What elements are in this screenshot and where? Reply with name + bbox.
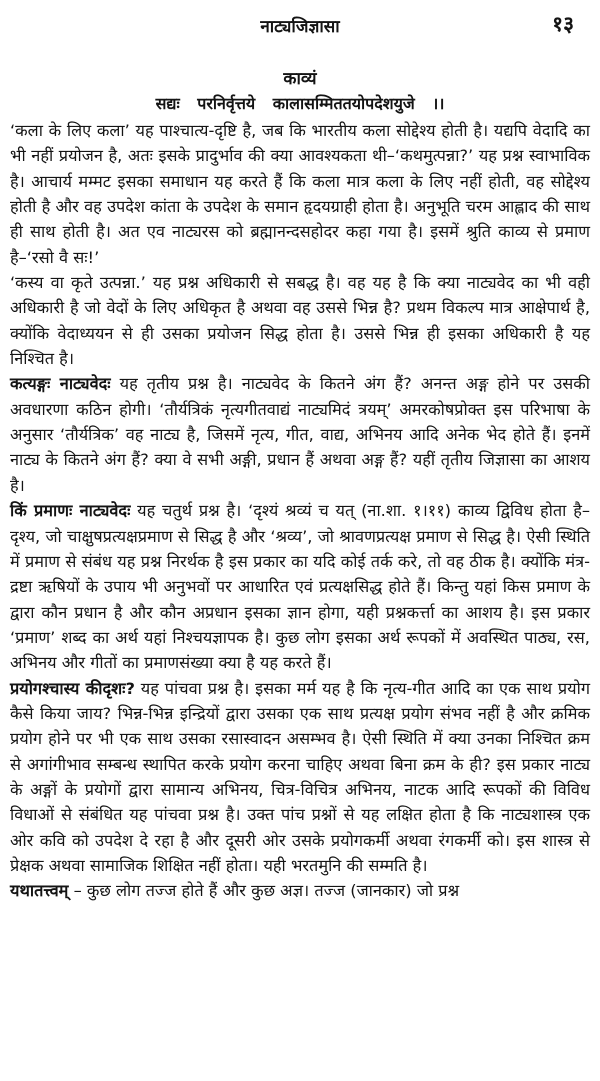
page-header <box>10 10 590 40</box>
sanskrit-verse: सद्यः परनिर्वृत्तये कालासम्मिततयोपदेशयुजे ।। <box>155 94 445 113</box>
paragraph-text: यह तृतीय प्रश्न है। नाट्यवेद के कितने अंग हैं? अनन्त अङ्ग होने पर उसकी अवधारणा कठिन होगी। ‘तौर्यत्रिकं नृत्यगीतवाद्यं नाट्यमिदं त्रयम्’ अमरकोषप्रोक्त इस परिभाषा के अनुसार ‘तौर्यत्रिक’ वह नाट्य है, जिसमें नृत्य, गीत, वाद्य, अभिनय आदि अनेक भेद होते हैं। इनमें नाट्य के कितने अंग हैं? क्या वे सभी अङ्गी, प्रधान हैं अथवा अङ्ग हैं? यहीं तृतीय जिज्ञासा का आशय है। <box>10 374 590 495</box>
paragraph-lead: यथातत्त्वम् <box>10 881 69 901</box>
paragraph <box>10 676 590 879</box>
paragraph-text: – कुछ लोग तज्ज होते हैं और कुछ अज्ञ। तज्ज (जानकार) जो प्रश्न <box>68 881 460 901</box>
paragraph-lead: कत्यङ्गः नाट्यवेदः <box>10 374 111 394</box>
paragraph <box>10 118 590 270</box>
paragraph-text: ‘कला के लिए कला’ यह पाश्चात्य-दृष्टि है, जब कि भारतीय कला सोद्देश्य होती है। यद्यपि वेदादि का भी नहीं प्रयोजन है, अतः इसके प्रादुर्भाव की क्या आवश्यकता थी–‘कथमुत्पन्ना?’ यह प्रश्न स्वाभाविक है। आचार्य मम्मट इसका समाधान यह करते हैं कि कला मात्र कला के लिए नहीं होती, वह सोद्देश्य होती है और वह उपदेश कांता के उपदेश के समान हृदयग्राही होता है। अनुभूति चरम आह्लाद की साथ ही साथ होती है। अत एव नाट्यरस को ब्रह्मानन्दसहोदर कहा गया है। इसमें श्रुति काव्य से प्रमाण है–‘रसो वै सः!’ <box>10 121 590 267</box>
paragraph <box>10 878 590 903</box>
paragraph-lead: किं प्रमाणः नाट्यवेदः <box>10 501 131 521</box>
body-text <box>10 118 590 904</box>
running-title: नाट्यजिज्ञासा <box>260 17 340 37</box>
paragraph-text: यह पांचवा प्रश्न है। इसका मर्म यह है कि नृत्य-गीत आदि का एक साथ प्रयोग कैसे किया जाय? भिन्न-भिन्न इन्द्रियों द्वारा उसका एक साथ प्रत्यक्ष प्रयोग संभव नहीं है और क्रमिक प्रयोग होने पर भी एक साथ उसका रसास्वादन असम्भव है। ऐसी स्थिति में क्या उनका निश्चित क्रम से अगांगीभाव सम्बन्ध स्थापित करके प्रयोग करना चाहिए अथवा बिना क्रम के ही? इस प्रकार नाट्य के अङ्गों के प्रयोगों द्वारा सामान्य अभिनय, चित्र-विचित्र अभिनय, नाटक आदि रूपकों की विविध विधाओं से संबंधित यह पांचवा प्रश्न है। उक्त पांच प्रश्नों से यह लक्षित होता है कि नाट्यशास्त्र एक ओर कवि को उपदेश दे रहा है और दूसरी ओर उसके प्रयोगकर्मी अथवा रंगकर्मी को। इस शास्त्र से प्रेक्षक अथवा सामाजिक शिक्षित नहीं होता। यही भरतमुनि की सम्मति है। <box>10 678 590 875</box>
page-number: १३ <box>552 12 574 36</box>
paragraph-text: यह चतुर्थ प्रश्न है। ‘दृश्यं श्रव्यं च यत् (ना.शा. १।११) काव्य द्विविध होता है– दृश्य, जो चाक्षुषप्रत्यक्षप्रमाण से सिद्ध है और ‘श्रव्य’, जो श्रावणप्रत्यक्ष प्रमाण से सिद्ध है। ऐसी स्थिति में प्रमाण से संबंध यह प्रश्न निरर्थक है इस प्रकार का यदि कोई तर्क करे, तो वह ठीक है। क्योंकि मंत्र-द्रष्टा ऋषियों के उपाय भी अनुभवों पर आधारित एवं प्रत्यक्षसिद्ध होते हैं। किन्तु यहां किस प्रमाण के द्वारा कौन प्रधान है और कौन अप्रधान इसका ज्ञान होगा, यही प्रश्नकर्त्ता का आशय है। इस प्रकार ‘प्रमाण’ शब्द का अर्थ यहां निश्चयज्ञापक है। कुछ लोग इसका अर्थ रूपकों में अवस्थित पाठ्य, रस, अभिनय और गीतों का प्रमाणसंख्या क्या है यह करते हैं। <box>10 501 590 673</box>
paragraph <box>10 371 590 498</box>
paragraph-text: ‘कस्य वा कृते उत्पन्ना.’ यह प्रश्न अधिकारी से सबद्ध है। वह यह है कि क्या नाट्यवेद का भी वही अधिकारी है जो वेदों के लिए अधिकृत है अथवा वह उससे भिन्न है? प्रथम विकल्प मात्र आक्षेपार्थ है, क्योंकि वेदाध्ययन से ही उसका प्रयोजन सिद्ध होता है। उससे भिन्न ही इसका अधिकारी है यह निश्चित है। <box>10 273 590 369</box>
section-heading: काव्यं <box>283 69 317 89</box>
paragraph <box>10 270 590 371</box>
paragraph <box>10 498 590 675</box>
paragraph-lead: प्रयोगश्चास्य कीदृशः? <box>10 678 135 698</box>
